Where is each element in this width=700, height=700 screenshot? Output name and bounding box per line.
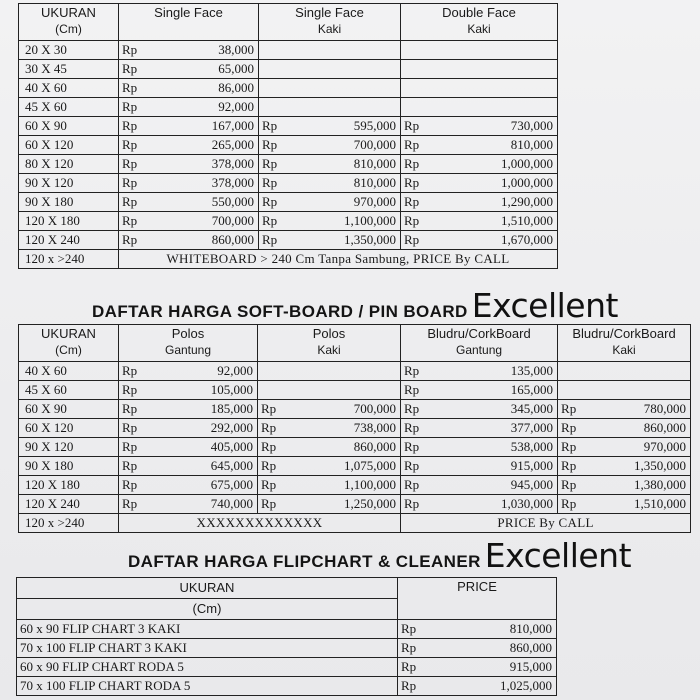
size-cell: 20 X 30 (19, 41, 119, 60)
currency-label: Rp (401, 174, 436, 193)
polos-gantung-price: 675,000 (154, 476, 258, 495)
currency-label: Rp (401, 212, 436, 231)
product-name: 70 x 100 FLIP CHART 3 KAKI (17, 639, 398, 658)
table-row (19, 117, 558, 136)
currency-label: Rp (401, 155, 436, 174)
table-row (19, 193, 558, 212)
header-ukuran-unit: (Cm) (17, 599, 398, 620)
double-face-kaki-price: 1,670,000 (436, 231, 558, 250)
table-row (19, 362, 691, 381)
currency-label: Rp (398, 620, 433, 639)
currency-label: Rp (401, 476, 436, 495)
table-row (17, 620, 557, 639)
currency-label: Rp (401, 231, 436, 250)
bludru-gantung-price: 538,000 (436, 438, 558, 457)
header-price: PRICE (398, 578, 557, 620)
currency-label (401, 60, 436, 79)
currency-label: Rp (258, 419, 293, 438)
product-name: 60 x 90 FLIP CHART 3 KAKI (17, 620, 398, 639)
currency-label: Rp (119, 495, 154, 514)
currency-label (401, 41, 436, 60)
double-face-kaki-price (436, 79, 558, 98)
currency-label (259, 98, 294, 117)
currency-label: Rp (401, 193, 436, 212)
single-face-price: 38,000 (154, 41, 259, 60)
currency-label: Rp (119, 136, 154, 155)
size-cell: 90 X 180 (19, 457, 119, 476)
bludru-kaki-price: 970,000 (593, 438, 691, 457)
single-face-kaki-price: 970,000 (294, 193, 401, 212)
currency-label: Rp (558, 400, 593, 419)
header-single-face-kaki: Single Face Kaki (259, 4, 401, 41)
single-face-price: 167,000 (154, 117, 259, 136)
bludru-gantung-price: 345,000 (436, 400, 558, 419)
table-row (17, 658, 557, 677)
brand-logo: Excellent (471, 286, 618, 325)
currency-label (259, 41, 294, 60)
currency-label: Rp (119, 155, 154, 174)
table-row (19, 495, 691, 514)
currency-label: Rp (259, 231, 294, 250)
table-row (17, 639, 557, 658)
size-cell: 40 X 60 (19, 362, 119, 381)
currency-label: Rp (119, 231, 154, 250)
brand-logo: Excellent (484, 536, 632, 575)
bludru-gantung-price: 377,000 (436, 419, 558, 438)
single-face-price: 378,000 (154, 174, 259, 193)
table-row (19, 400, 691, 419)
currency-label: Rp (119, 212, 154, 231)
bludru-kaki-price (593, 381, 691, 400)
flipchart-header-row (17, 578, 557, 599)
currency-label: Rp (259, 155, 294, 174)
table-row (19, 60, 558, 79)
size-cell: 60 X 120 (19, 419, 119, 438)
currency-label: Rp (558, 457, 593, 476)
size-cell: 30 X 45 (19, 60, 119, 79)
table-row (19, 476, 691, 495)
currency-label: Rp (119, 419, 154, 438)
single-face-kaki-price (294, 79, 401, 98)
currency-label: Rp (259, 136, 294, 155)
size-cell: 90 X 180 (19, 193, 119, 212)
single-face-price: 550,000 (154, 193, 259, 212)
bludru-kaki-price: 860,000 (593, 419, 691, 438)
currency-label: Rp (259, 193, 294, 212)
size-cell: 120 X 180 (19, 476, 119, 495)
table-row (19, 438, 691, 457)
polos-kaki-price (293, 381, 401, 400)
size-cell: 90 X 120 (19, 174, 119, 193)
polos-kaki-price: 700,000 (293, 400, 401, 419)
polos-kaki-price (293, 362, 401, 381)
currency-label: Rp (258, 476, 293, 495)
single-face-kaki-price: 595,000 (294, 117, 401, 136)
double-face-kaki-price: 730,000 (436, 117, 558, 136)
softboard-header-row (19, 325, 691, 362)
polos-kaki-price: 1,100,000 (293, 476, 401, 495)
currency-label: Rp (119, 381, 154, 400)
header-bludru-gantung: Bludru/CorkBoard Gantung (401, 325, 558, 362)
polos-kaki-price: 738,000 (293, 419, 401, 438)
currency-label (401, 98, 436, 117)
softboard-last-row (19, 514, 691, 533)
currency-label (258, 362, 293, 381)
single-face-price: 860,000 (154, 231, 259, 250)
size-cell: 120 x >240 (19, 250, 119, 269)
single-face-price: 86,000 (154, 79, 259, 98)
bludru-gantung-price: 165,000 (436, 381, 558, 400)
product-name: 60 x 90 FLIP CHART RODA 5 (17, 658, 398, 677)
currency-label: Rp (119, 193, 154, 212)
currency-label: Rp (119, 98, 154, 117)
currency-label: Rp (119, 400, 154, 419)
table-row (19, 212, 558, 231)
currency-label: Rp (558, 495, 593, 514)
polos-gantung-price: 105,000 (154, 381, 258, 400)
currency-label: Rp (401, 381, 436, 400)
currency-label: Rp (119, 117, 154, 136)
currency-label: Rp (398, 658, 433, 677)
currency-label: Rp (119, 41, 154, 60)
size-cell: 60 X 90 (19, 117, 119, 136)
table-row (17, 677, 557, 696)
polos-gantung-price: 292,000 (154, 419, 258, 438)
currency-label: Rp (558, 476, 593, 495)
double-face-kaki-price: 1,290,000 (436, 193, 558, 212)
size-cell: 120 X 240 (19, 495, 119, 514)
size-cell: 80 X 120 (19, 155, 119, 174)
bludru-kaki-price (593, 362, 691, 381)
size-cell: 40 X 60 (19, 79, 119, 98)
flipchart-price-table (16, 577, 557, 696)
currency-label (259, 60, 294, 79)
bludru-gantung-price: 915,000 (436, 457, 558, 476)
polos-kaki-price: 860,000 (293, 438, 401, 457)
bludru-gantung-price: 135,000 (436, 362, 558, 381)
currency-label: Rp (401, 457, 436, 476)
currency-label (401, 79, 436, 98)
header-single-face: Single Face (119, 4, 259, 41)
currency-label: Rp (258, 457, 293, 476)
currency-label (558, 362, 593, 381)
single-face-price: 265,000 (154, 136, 259, 155)
currency-label: Rp (259, 117, 294, 136)
table-row (19, 79, 558, 98)
currency-label: Rp (119, 174, 154, 193)
currency-label: Rp (401, 419, 436, 438)
size-cell: 60 X 120 (19, 136, 119, 155)
table-row (19, 419, 691, 438)
header-ukuran: UKURAN (17, 578, 398, 599)
size-cell: 45 X 60 (19, 381, 119, 400)
currency-label: Rp (398, 639, 433, 658)
currency-label: Rp (258, 400, 293, 419)
whiteboard-last-row (19, 250, 558, 269)
single-face-kaki-price (294, 98, 401, 117)
bludru-kaki-price: 1,380,000 (593, 476, 691, 495)
currency-label: Rp (119, 362, 154, 381)
header-ukuran: UKURAN (Cm) (19, 4, 119, 41)
currency-label (259, 79, 294, 98)
polos-gantung-price: 740,000 (154, 495, 258, 514)
product-price: 915,000 (433, 658, 557, 677)
single-face-kaki-price (294, 41, 401, 60)
currency-label (558, 381, 593, 400)
bludru-kaki-price: 1,350,000 (593, 457, 691, 476)
polos-gantung-price: 185,000 (154, 400, 258, 419)
header-ukuran: UKURAN (Cm) (19, 325, 119, 362)
size-cell: 60 X 90 (19, 400, 119, 419)
currency-label: Rp (401, 136, 436, 155)
table-row (19, 457, 691, 476)
bludru-kaki-price: 1,510,000 (593, 495, 691, 514)
bludru-gantung-price: 1,030,000 (436, 495, 558, 514)
currency-label: Rp (558, 419, 593, 438)
polos-note: XXXXXXXXXXXXX (119, 514, 401, 533)
currency-label: Rp (119, 476, 154, 495)
double-face-kaki-price (436, 60, 558, 79)
single-face-kaki-price: 810,000 (294, 174, 401, 193)
size-cell: 120 X 240 (19, 231, 119, 250)
currency-label: Rp (398, 677, 433, 696)
currency-label: Rp (259, 174, 294, 193)
softboard-title: DAFTAR HARGA SOFT-BOARD / PIN BOARD Excellent (92, 286, 618, 325)
table-row (19, 381, 691, 400)
polos-gantung-price: 92,000 (154, 362, 258, 381)
header-double-face-kaki: Double Face Kaki (401, 4, 558, 41)
currency-label (258, 381, 293, 400)
currency-label: Rp (119, 60, 154, 79)
double-face-kaki-price: 1,000,000 (436, 155, 558, 174)
currency-label: Rp (558, 438, 593, 457)
polos-gantung-price: 645,000 (154, 457, 258, 476)
single-face-price: 65,000 (154, 60, 259, 79)
bludru-note: PRICE By CALL (401, 514, 691, 533)
currency-label: Rp (258, 438, 293, 457)
currency-label: Rp (401, 362, 436, 381)
double-face-kaki-price: 1,510,000 (436, 212, 558, 231)
table-row (19, 174, 558, 193)
size-cell: 120 x >240 (19, 514, 119, 533)
product-price: 1,025,000 (433, 677, 557, 696)
table-row (19, 155, 558, 174)
bludru-kaki-price: 780,000 (593, 400, 691, 419)
header-bludru-kaki: Bludru/CorkBoard Kaki (558, 325, 691, 362)
product-price: 860,000 (433, 639, 557, 658)
currency-label: Rp (119, 79, 154, 98)
table-row (19, 41, 558, 60)
single-face-price: 378,000 (154, 155, 259, 174)
bludru-gantung-price: 945,000 (436, 476, 558, 495)
size-cell: 90 X 120 (19, 438, 119, 457)
header-polos-gantung: Polos Gantung (119, 325, 258, 362)
whiteboard-note: WHITEBOARD > 240 Cm Tanpa Sambung, PRICE By CALL (119, 250, 558, 269)
single-face-kaki-price: 1,350,000 (294, 231, 401, 250)
currency-label: Rp (258, 495, 293, 514)
product-name: 70 x 100 FLIP CHART RODA 5 (17, 677, 398, 696)
table-row (19, 98, 558, 117)
table-row (19, 231, 558, 250)
currency-label: Rp (401, 117, 436, 136)
double-face-kaki-price: 1,000,000 (436, 174, 558, 193)
double-face-kaki-price (436, 41, 558, 60)
polos-gantung-price: 405,000 (154, 438, 258, 457)
currency-label: Rp (401, 400, 436, 419)
single-face-kaki-price: 700,000 (294, 136, 401, 155)
double-face-kaki-price (436, 98, 558, 117)
polos-kaki-price: 1,250,000 (293, 495, 401, 514)
single-face-price: 700,000 (154, 212, 259, 231)
product-price: 810,000 (433, 620, 557, 639)
single-face-kaki-price (294, 60, 401, 79)
currency-label: Rp (401, 438, 436, 457)
currency-label: Rp (119, 457, 154, 476)
single-face-price: 92,000 (154, 98, 259, 117)
single-face-kaki-price: 1,100,000 (294, 212, 401, 231)
single-face-kaki-price: 810,000 (294, 155, 401, 174)
currency-label: Rp (119, 438, 154, 457)
whiteboard-price-table (18, 3, 558, 269)
table-row (19, 136, 558, 155)
currency-label: Rp (401, 495, 436, 514)
header-polos-kaki: Polos Kaki (258, 325, 401, 362)
whiteboard-header-row (19, 4, 558, 41)
currency-label: Rp (259, 212, 294, 231)
flipchart-title: DAFTAR HARGA FLIPCHART & CLEANER Excellent (128, 536, 632, 575)
polos-kaki-price: 1,075,000 (293, 457, 401, 476)
softboard-price-table (18, 324, 691, 533)
size-cell: 120 X 180 (19, 212, 119, 231)
double-face-kaki-price: 810,000 (436, 136, 558, 155)
size-cell: 45 X 60 (19, 98, 119, 117)
